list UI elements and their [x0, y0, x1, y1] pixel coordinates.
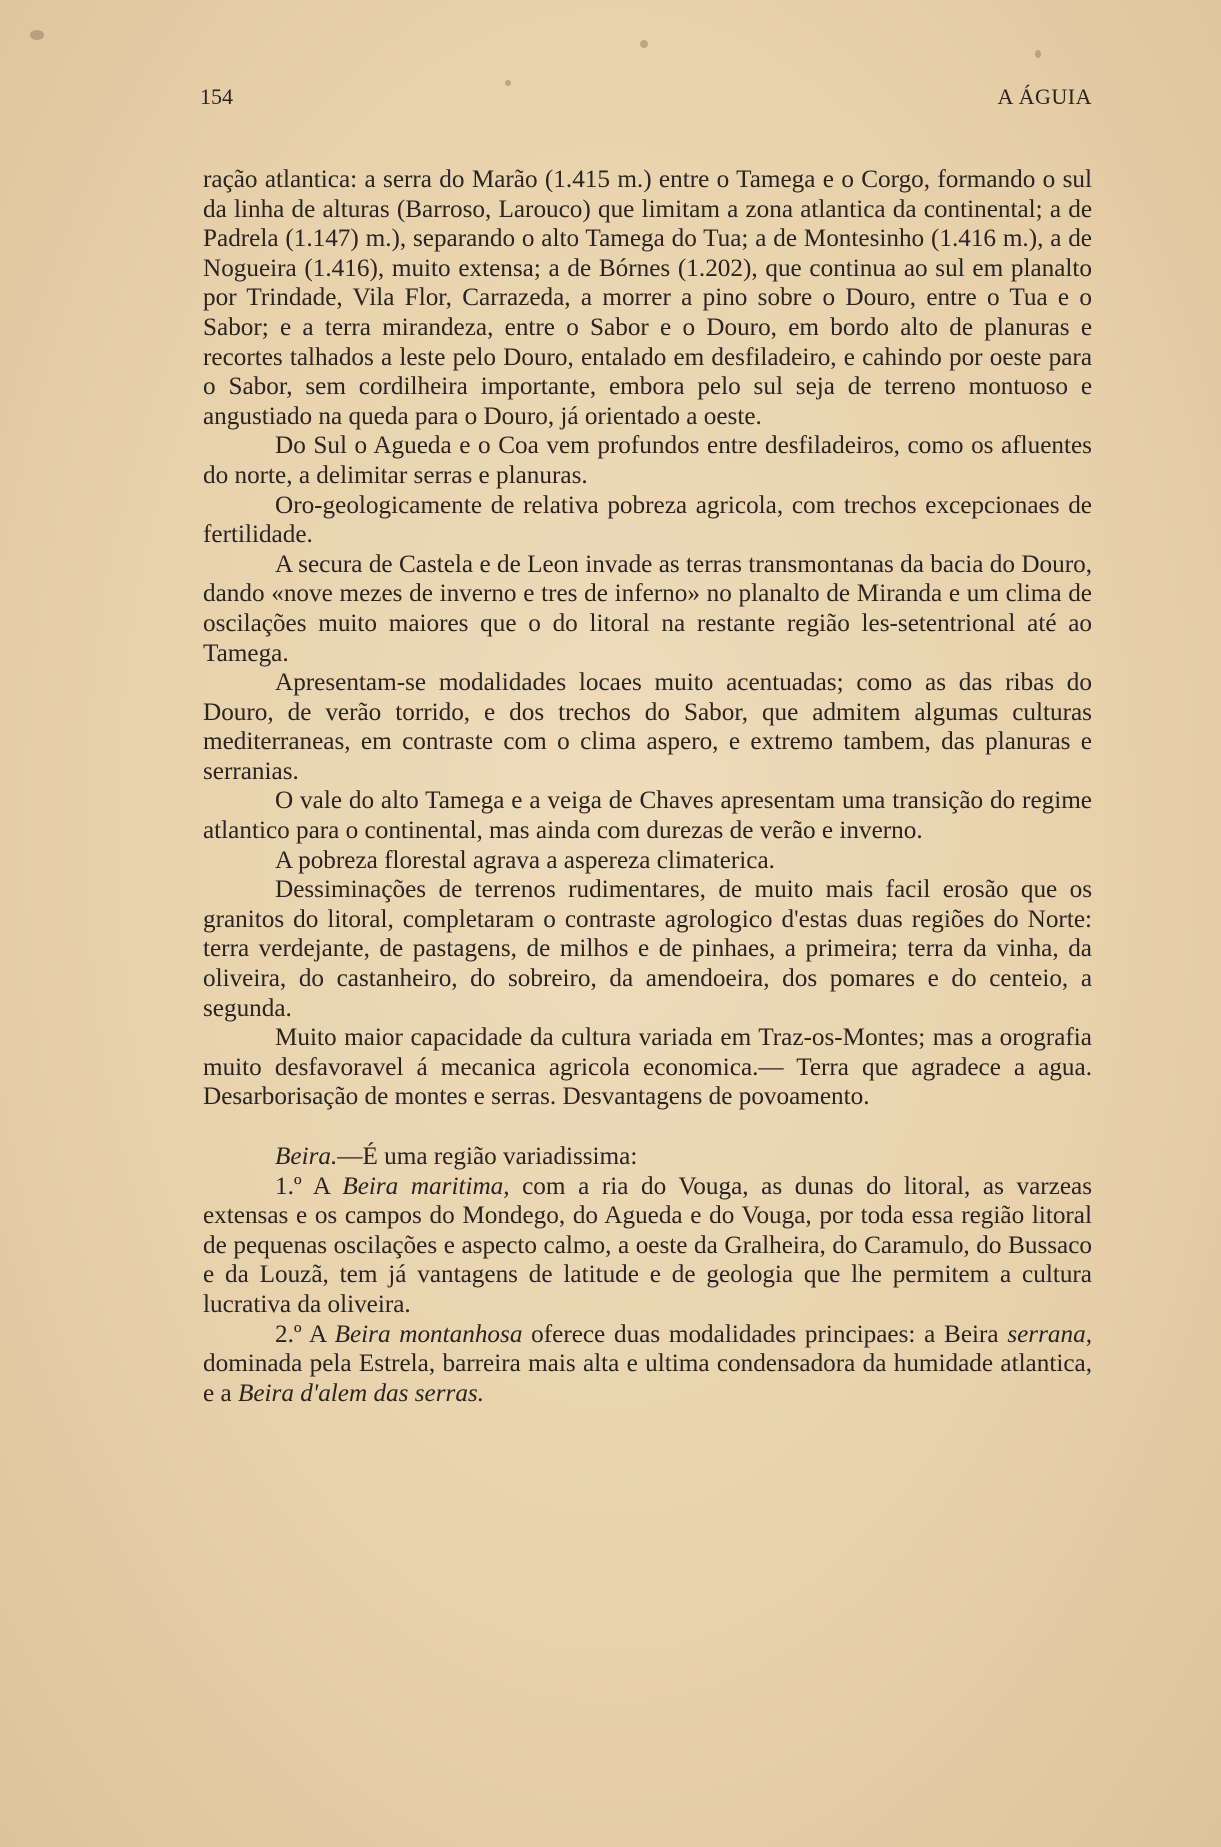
item-number: 2.º A: [275, 1320, 335, 1348]
running-title: A ÁGUIA: [997, 84, 1092, 109]
paragraph-text: com a ria do Vouga, as dunas do litoral, as varzeas extensas e os campos do Mondego, do Agueda e do Vouga, por toda essa região litoral de pequenas oscilações e aspecto calmo, a oeste da Gralheira, do Caramulo, do Bussaco e da Louzã, tem já vantagens de latitude e de geologia que lhe permitem a cultura lucrativa da oliveira.: [203, 1172, 1093, 1318]
paragraph-text: dominada pela Estrela, barreira mais alta e ultima condensadora da humidade atlantica, e a: [203, 1350, 1092, 1407]
emphasis: Beira montanhosa: [334, 1320, 523, 1348]
item-number: 1.º A: [275, 1172, 343, 1200]
emphasis: serrana,: [1007, 1320, 1092, 1348]
body-text: [203, 165, 1092, 1408]
page-number: 154: [200, 84, 233, 109]
paragraph: Do Sul o Agueda e o Coa vem profundos entre desfiladeiros, como os afluentes do norte, a delimitar serras e planuras.: [203, 432, 1092, 489]
paragraph: O vale do alto Tamega e a veiga de Chaves apresentam uma transição do regime atlantico para o continental, mas ainda com durezas de verão e inverno.: [203, 787, 1092, 845]
paragraph-beira-maritima: [203, 1172, 1092, 1320]
paragraph: A pobreza florestal agrava a aspereza climaterica.: [275, 846, 775, 874]
paragraph: Oro-geologicamente de relativa pobreza agricola, com trechos excepcionaes de fertilidade.: [203, 491, 1092, 549]
section-heading-beira: Beira.: [275, 1143, 338, 1170]
emphasis: Beira maritima,: [342, 1172, 510, 1200]
paragraph: Apresentam-se modalidades locaes muito acentuadas; como as das ribas do Douro, de verão torrido, e dos trechos do Sabor, que admitem algumas culturas mediterraneas, em contraste com o clima aspero, e extremo tambem, das planuras e serranias.: [203, 669, 1092, 785]
paragraph-text: oferece duas modalidades principaes: a Beira: [522, 1320, 1008, 1348]
paragraph: ração atlantica: a serra do Marão (1.415 m.) entre o Tamega e o Corgo, formando o sul da linha de alturas (Barroso, Larouco) que limitam a zona atlantica da continental; a de Padrela (1.147) m.), separando o alto Tamega do Tua; a de Montesinho (1.416 m.), a de Nogueira (1.416), muito extensa; a de Bórnes (1.202), que continua ao sul em planalto por Trindade, Vila Flor, Carrazeda, a morrer a pino sobre o Douro, entre o Tua e o Sabor; e a terra mirandeza, entre o Sabor e o Douro, em bordo alto de planuras e recortes talhados a leste pelo Douro, entalado em desfiladeiro, e cahindo por oeste para o Sabor, sem cordilheira importante, embora pelo sul seja de terreno montuoso e angustiado na queda para o Douro, já orientado a oeste.: [203, 166, 1092, 430]
paragraph-beira-montanhosa: [203, 1320, 1092, 1409]
section-intro-text: —É uma região variadissima:: [337, 1143, 638, 1170]
section-beira-intro: [203, 1142, 1092, 1172]
page-header: [200, 84, 1092, 114]
emphasis: Beira d'alem das serras.: [237, 1379, 485, 1407]
paragraph: Muito maior capacidade da cultura variada em Traz-os-Montes; mas a orografia muito desfavoravel á mecanica agricola economica.— Terra que agradece a agua. Desarborisação de montes e serras. Desvantagens de povoamento.: [203, 1024, 1092, 1111]
paragraph: A secura de Castela e de Leon invade as terras transmontanas da bacia do Douro, dando «nove mezes de inverno e tres de inferno» no planalto de Miranda e um clima de oscilações muito maiores que o do litoral na restante região les-setentrional até ao Tamega.: [203, 550, 1092, 667]
paragraph: Dessiminações de terrenos rudimentares, de muito mais facil erosão que os granitos do litoral, completaram o contraste agrologico d'estas duas regiões do Norte: terra verdejante, de pastagens, de milhos e de pinhaes, a primeira; terra da vinha, da oliveira, do castanheiro, do sobreiro, da amendoeira, dos pomares e do centeio, a segunda.: [203, 876, 1092, 1022]
